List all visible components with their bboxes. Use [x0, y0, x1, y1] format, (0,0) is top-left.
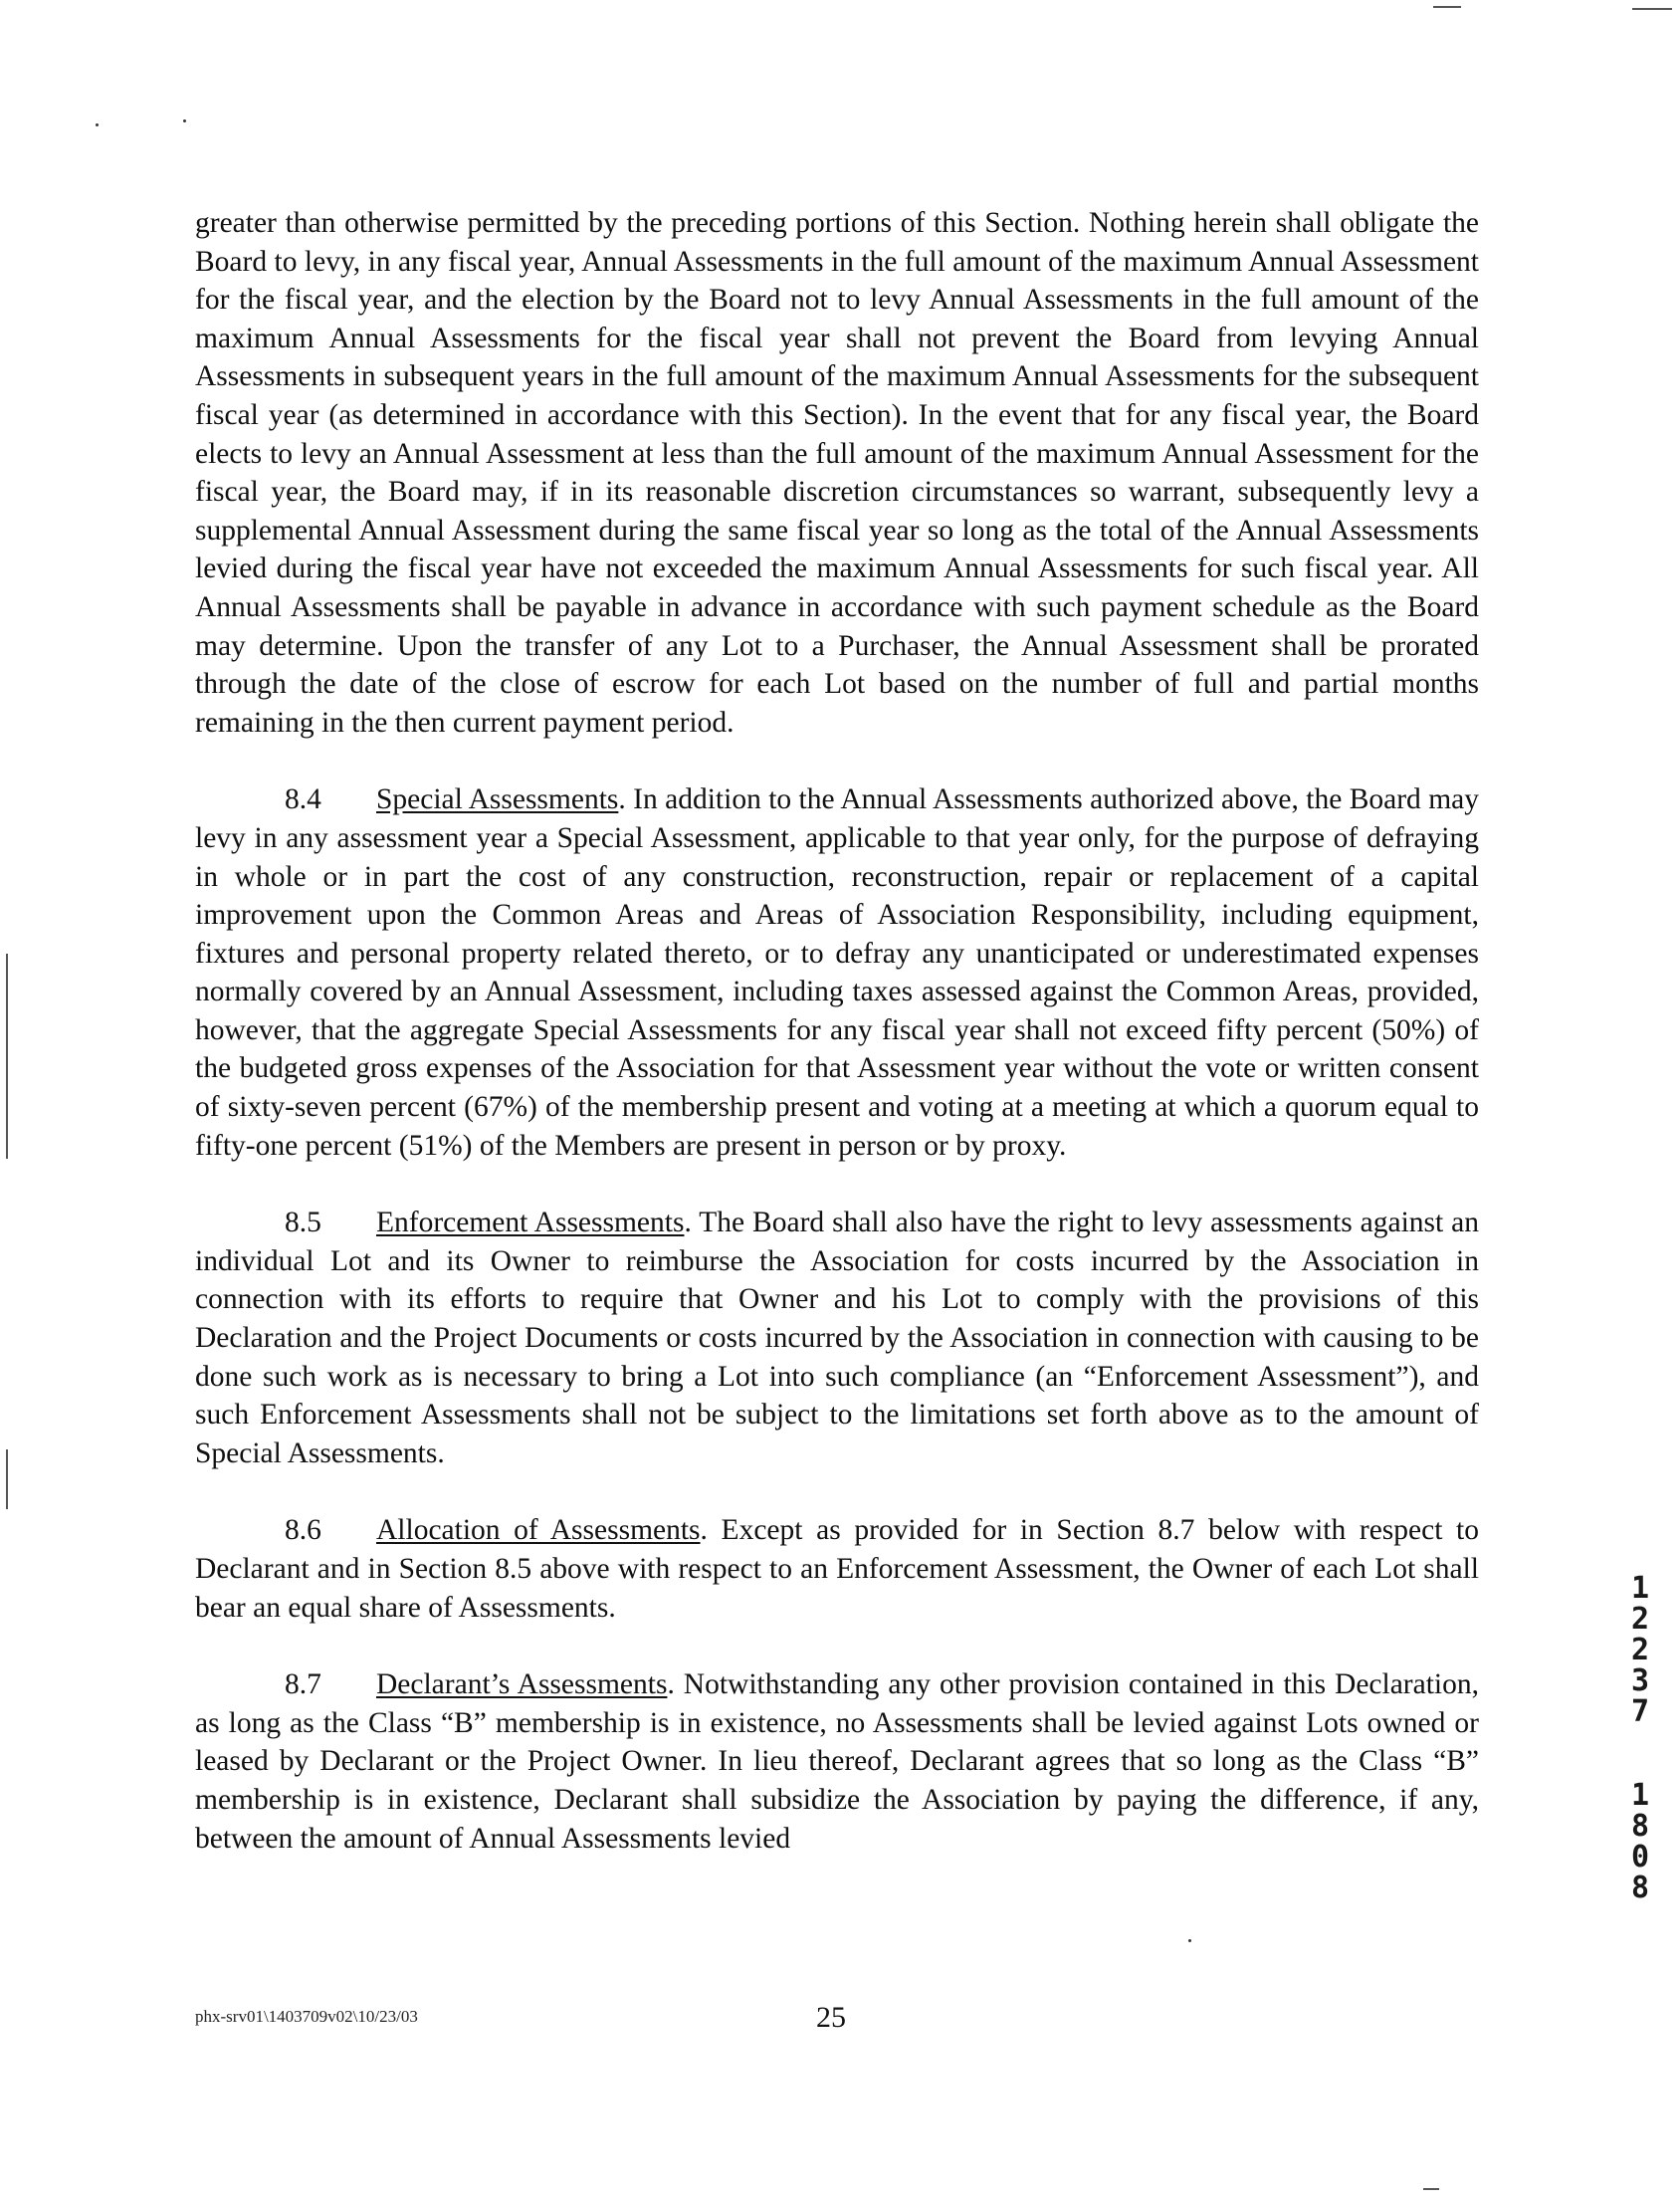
section-number: 8.7 — [285, 1668, 321, 1701]
section-number: 8.6 — [285, 1514, 321, 1547]
stamp-digit: 1 — [1630, 1571, 1650, 1606]
scan-mark-bottom-right — [1423, 2188, 1439, 2190]
scan-mark-top-right — [1433, 6, 1461, 8]
recording-stamp-upper — [1622, 1573, 1658, 1727]
section-title: Special Assessments — [376, 783, 619, 816]
scan-speck — [1188, 1939, 1191, 1942]
footer-file-id: phx-srv01\1403709v02\10/23/03 — [195, 2007, 418, 2026]
document-body — [195, 204, 1479, 1896]
stamp-digit: 0 — [1630, 1840, 1650, 1875]
scan-mark-left-margin — [6, 954, 8, 1159]
section-text: . Except as provided for in Section 8.7 below with respect to Declarant and in Section 8.5 above with respect to an Enforcement Assessment, the Owner of each Lot shall bear an equal share of Assessments. — [195, 1514, 1480, 1624]
paragraph-continued: greater than otherwise permitted by the preceding portions of this Section. Nothing herein shall obligate the Board to levy, in any fiscal year, Annual Assessments in the full amount of the maximum Annual Assessment for the fiscal year, and the election by the Board not to levy Annual Assessments in the full amount of the maximum Annual Assessments for the fiscal year shall not prevent the Board from levying Annual Assessments in subsequent years in the full amount of the maximum Annual Assessments for the subsequent fiscal year (as determined in accordance with this Section). In the event that for any fiscal year, the Board elects to levy an Annual Assessment at less than the full amount of the maximum Annual Assessment for the fiscal year, the Board may, if in its reasonable discretion circumstances so warrant, subsequently levy a supplemental Annual Assessment during the same fiscal year so long as the total of the Annual Assessments levied during the fiscal year have not exceeded the maximum Annual Assessments for such fiscal year. All Annual Assessments shall be payable in advance in accordance with such payment schedule as the Board may determine. Upon the transfer of any Lot to a Purchaser, the Annual Assessment shall be prorated through the date of the close of escrow for each Lot based on the number of full and partial months remaining in the then current payment period. — [195, 207, 1479, 739]
stamp-digit: 8 — [1630, 1809, 1650, 1844]
scan-speck — [96, 123, 99, 126]
stamp-digit: 3 — [1630, 1663, 1650, 1698]
scan-speck — [183, 119, 186, 122]
stamp-digit: 2 — [1630, 1602, 1650, 1637]
stamp-digit: 8 — [1630, 1871, 1650, 1905]
section-text: . The Board shall also have the right to levy assessments against an individual Lot and its Owner to reimburse the Association for costs incurred by the Association in connection with its efforts to require that Owner and his Lot to comply with the provisions of this Declaration and the Project Documents or costs incurred by the Association in connection with causing to be done such work as is necessary to bring a Lot into such compliance (an “Enforcement Assessment”), and such Enforcement Assessments shall not be subject to the limitations set forth above as to the amount of Special Assessments. — [195, 1207, 1479, 1469]
section-8-7 — [195, 1665, 1479, 1858]
section-text: . Notwithstanding any other provision contained in this Declaration, as long as the Class “B” membership is in existence, no Assessments shall be levied against Lots owned or leased by Declarant or the Project Owner. In lieu thereof, Declarant agrees that so long as the Class “B” membership is in existence, Declarant shall subsidize the Association by paying the difference, if any, between the amount of Annual Assessments levied — [195, 1668, 1479, 1855]
section-title: Allocation of Assessments — [376, 1514, 701, 1547]
scan-mark-left-margin — [6, 1449, 8, 1509]
stamp-digit: 1 — [1630, 1778, 1650, 1813]
section-title: Enforcement Assessments — [376, 1207, 685, 1239]
page-number: 25 — [816, 2001, 846, 2034]
scan-mark-top-right — [1632, 8, 1672, 10]
stamp-digit: 7 — [1630, 1694, 1650, 1729]
section-number: 8.4 — [285, 783, 321, 816]
section-text: . In addition to the Annual Assessments authorized above, the Board may levy in any assessment year a Special Assessment, applicable to that year only, for the purpose of defraying in whole or in part the cost of any construction, reconstruction, repair or replacement of a capital improvement upon the Common Areas and Areas of Association Responsibility, including equipment, fixtures and personal property related thereto, or to defray any unanticipated or underestimated expenses normally covered by an Annual Assessment, including taxes assessed against the Common Areas, provided, however, that the aggregate Special Assessments for any fiscal year shall not exceed fifty percent (50%) of the budgeted gross expenses of the Association for that Assessment year without the vote or written consent of sixty-seven percent (67%) of the membership present and voting at a meeting at which a quorum equal to fifty-one percent (51%) of the Members are present in person or by proxy. — [195, 783, 1479, 1162]
recording-stamp-lower — [1622, 1780, 1658, 1903]
stamp-digit: 2 — [1630, 1633, 1650, 1667]
section-8-4 — [195, 780, 1479, 1165]
section-8-5 — [195, 1204, 1479, 1472]
section-number: 8.5 — [285, 1207, 321, 1239]
section-title: Declarant’s Assessments — [376, 1668, 668, 1701]
section-8-6 — [195, 1511, 1479, 1627]
